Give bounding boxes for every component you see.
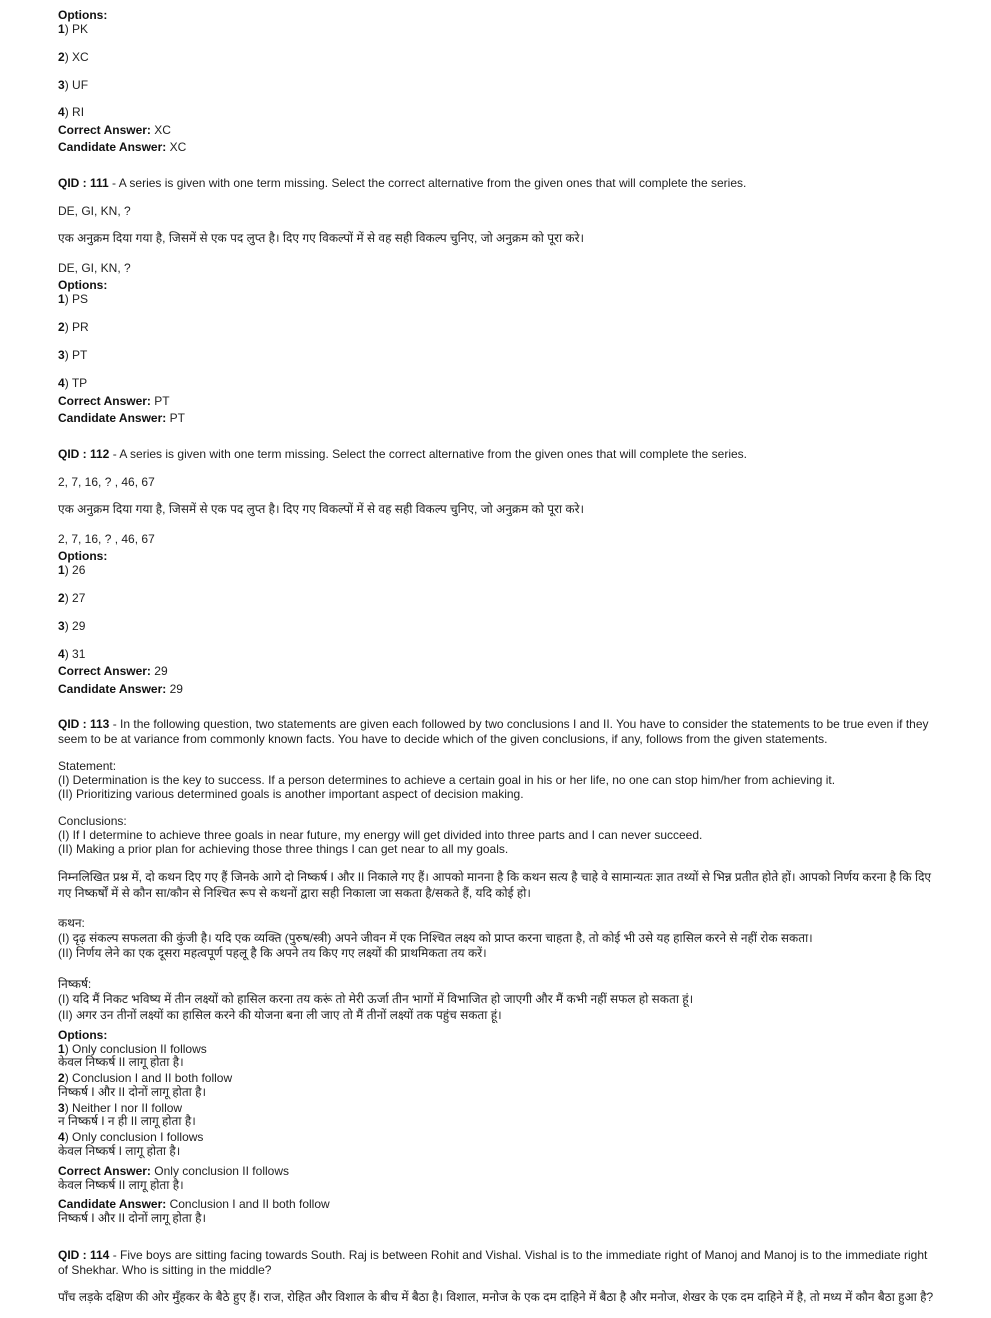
option-4: 4) TP [58, 376, 88, 390]
question-111-series: DE, GI, KN, ? [58, 204, 131, 218]
hindi-statement-label: कथन: [58, 916, 85, 930]
option-2: 2) Conclusion I and II both follow [58, 1071, 233, 1085]
candidate-answer-hindi: निष्कर्ष I और II दोनों लागू होता है। [58, 1211, 207, 1225]
hindi-statement-2: (II) निर्णय लेने का एक दूसरा महत्वपूर्ण पहलू है कि अपने तय किए गए लक्ष्यों की प्राथमिकता तय करें। [58, 946, 487, 960]
candidate-answer: Candidate Answer: XC [58, 140, 187, 154]
correct-answer: Correct Answer: PT [58, 394, 170, 408]
candidate-answer: Candidate Answer: Conclusion I and II both follow [58, 1197, 330, 1211]
correct-answer: Correct Answer: XC [58, 123, 171, 137]
hindi-statement-1: (I) दृढ़ संकल्प सफलता की कुंजी है। यदि एक व्यक्ति (पुरुष/स्त्री) अपने जीवन में एक निश्चित लक्ष्य को प्राप्त करना चाहता है, तो कोई भी उसे यह हासिल करने से नहीं रोक सकता। [58, 931, 813, 945]
correct-answer-hindi: केवल निष्कर्ष II लागू होता है। [58, 1178, 184, 1192]
question-112-hindi: एक अनुक्रम दिया गया है, जिसमें से एक पद लुप्त है। दिए गए विकल्पों में से वह सही विकल्प चुनिए, जो अनुक्रम को पूरा करे। [58, 502, 585, 516]
conclusion-1: (I) If I determine to achieve three goals in near future, my energy will get divided into three parts and I can never succeed. [58, 828, 703, 842]
option-1-hindi: केवल निष्कर्ष II लागू होता है। [58, 1055, 184, 1069]
hindi-conclusion-1: (I) यदि मैं निकट भविष्य में तीन लक्ष्यों को हासिल करना तय करूं तो मेरी ऊर्जा तीन भागों में विभाजित हो जाएगी और मैं कभी नहीं सफल हो सकता हूं। [58, 992, 694, 1006]
question-111-series-hindi: DE, GI, KN, ? [58, 261, 131, 275]
option-3: 3) Neither I nor II follow [58, 1101, 183, 1115]
statement-1: (I) Determination is the key to success. If a person determines to achieve a certain goal in his or her life, no one can stop him/her from achieving it. [58, 773, 836, 787]
question-114-text: QID : 114 - Five boys are sitting facing towards South. Raj is between Rohit and Vishal. Vishal is to the immediate right of Manoj and Manoj is to the immediate right of Shekhar. Who is sitting in the middle? [58, 1248, 928, 1277]
question-114-hindi: पाँच लड़के दक्षिण की ओर मुँहकर के बैठे हुए हैं। राज, रोहित और विशाल के बीच में बैठा है। विशाल, मनोज के एक दम दाहिने में बैठा है और मनोज, शेखर के एक दम दाहिने में है, तो मध्य में कौन बैठा हुआ है? [58, 1290, 934, 1304]
option-2-hindi: निष्कर्ष I और II दोनों लागू होता है। [58, 1085, 207, 1099]
option-4: 4) 31 [58, 647, 86, 661]
option-2: 2) XC [58, 50, 89, 64]
option-1: 1) PK [58, 22, 89, 36]
option-4: 4) RI [58, 105, 85, 119]
question-113-text: QID : 113 - In the following question, two statements are given each followed by two conclusions I and II. You have to consider the statements to be true even if they seem to be at variance from commonly known facts. You have to decide which of the given conclusions, if any, follows from the given statements. [58, 717, 929, 746]
option-2: 2) 27 [58, 591, 86, 605]
correct-answer: Correct Answer: Only conclusion II follows [58, 1164, 289, 1178]
option-3: 3) UF [58, 78, 89, 92]
conclusion-label: Conclusions: [58, 814, 127, 828]
options-label: Options: [58, 8, 108, 22]
candidate-answer: Candidate Answer: PT [58, 411, 185, 425]
option-4-hindi: केवल निष्कर्ष I लागू होता है। [58, 1144, 181, 1158]
options-label: Options: [58, 278, 108, 292]
option-2: 2) PR [58, 320, 89, 334]
question-111-hindi: एक अनुक्रम दिया गया है, जिसमें से एक पद लुप्त है। दिए गए विकल्पों में से वह सही विकल्प चुनिए, जो अनुक्रम को पूरा करे। [58, 231, 585, 245]
hindi-conclusion-label: निष्कर्ष: [58, 977, 92, 991]
correct-answer: Correct Answer: 29 [58, 664, 168, 678]
option-1: 1) 26 [58, 563, 86, 577]
statement-2: (II) Prioritizing various determined goals is another important aspect of decision making. [58, 787, 524, 801]
candidate-answer: Candidate Answer: 29 [58, 682, 183, 696]
option-3-hindi: न निष्कर्ष I न ही II लागू होता है। [58, 1114, 196, 1128]
question-111-text: QID : 111 - A series is given with one term missing. Select the correct alternative from the given ones that will complete the series. [58, 176, 747, 190]
option-3: 3) 29 [58, 619, 86, 633]
question-112-text: QID : 112 - A series is given with one term missing. Select the correct alternative from the given ones that will complete the series. [58, 447, 747, 461]
option-4: 4) Only conclusion I follows [58, 1130, 204, 1144]
question-113-hindi-intro: निम्नलिखित प्रश्न में, दो कथन दिए गए हैं जिनके आगे दो निष्कर्ष I और II निकाले गए हैं। आपको मानना है कि कथन सत्य है चाहे वे सामान्यतः ज्ञात तथ्यों से भिन्न प्रतीत होते हों। आपको निर्णय करना है कि दिए गए निष्कर्षों में से कौन सा/कौन से निश्चित रूप से कथनों द्वारा सही निकाला जा सकता है/सकते हैं, यदि कोई हो। [58, 870, 932, 900]
option-1: 1) Only conclusion II follows [58, 1042, 207, 1056]
option-1: 1) PS [58, 292, 89, 306]
question-112-series: 2, 7, 16, ? , 46, 67 [58, 475, 155, 489]
statement-label: Statement: [58, 759, 117, 773]
question-112-series-hindi: 2, 7, 16, ? , 46, 67 [58, 532, 155, 546]
conclusion-2: (II) Making a prior plan for achieving those three things I can get near to all my goals. [58, 842, 509, 856]
options-label: Options: [58, 549, 108, 563]
option-3: 3) PT [58, 348, 88, 362]
options-label: Options: [58, 1028, 108, 1042]
hindi-conclusion-2: (II) अगर उन तीनों लक्ष्यों का हासिल करने की योजना बना ली जाए तो मैं तीनों लक्ष्यों तक पहुंच सकता हूं। [58, 1008, 502, 1022]
